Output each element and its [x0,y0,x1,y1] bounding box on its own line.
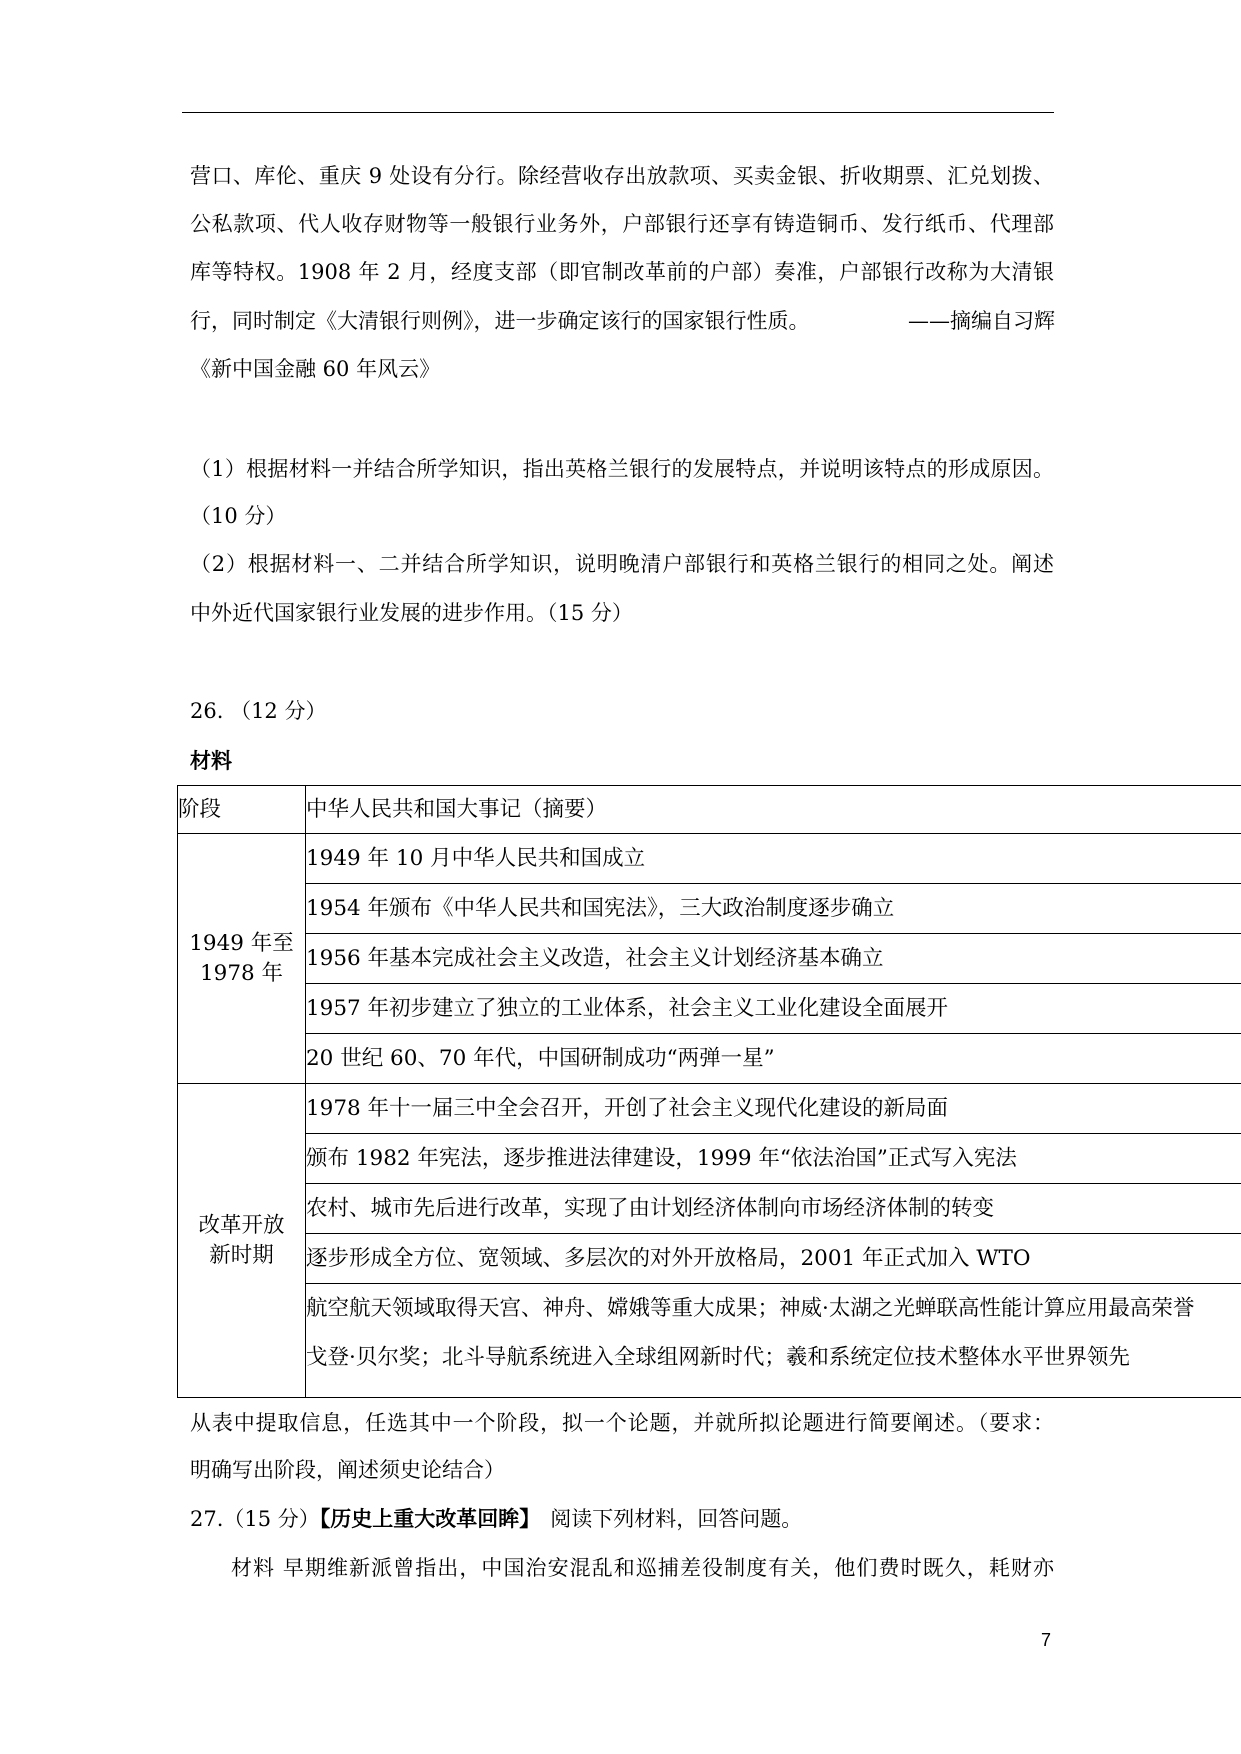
source-attribution: ——摘编自习辉 [908,309,1055,333]
question-26-prompt-line: 从表中提取信息，任选其中一个阶段，拟一个论题，并就所拟论题进行简要阐述。（要求： [190,1411,1054,1435]
table-row [178,884,1241,934]
event-cell [306,1034,1241,1084]
event-text: 1957 年初步建立了独立的工业体系，社会主义工业化建设全面展开 [306,995,949,1021]
subquestion-1-text: （1）根据材料一并结合所学知识，指出英格兰银行的发展特点，并说明该特点的形成原因。 [190,457,1054,481]
event-text: 农村、城市先后进行改革，实现了由计划经济体制向市场经济体制的转变 [306,1195,995,1221]
event-text: 逐步形成全方位、宽领域、多层次的对外开放格局，2001 年正式加入 WTO [306,1245,1031,1271]
event-cell [306,1084,1241,1134]
table-row [178,934,1241,984]
event-cell [306,884,1241,934]
event-text: 1978 年十一届三中全会召开，开创了社会主义现代化建设的新局面 [306,1095,949,1121]
table-row [178,1034,1241,1084]
event-cell [306,834,1241,884]
event-text: 1956 年基本完成社会主义改造，社会主义计划经济基本确立 [306,945,884,971]
passage-line: 行，同时制定《大清银行则例》，进一步确定该行的国家银行性质。 [190,309,810,333]
question-number: 27.（15 分） [190,1507,320,1531]
stage-cell [178,1084,306,1398]
table-row [178,1134,1241,1184]
table-row [178,1184,1241,1234]
table-row [178,1084,1241,1134]
event-text: 航空航天领域取得天宫、神舟、嫦娥等重大成果；神威·太湖之光蝉联高性能计算应用最高荣誉 [306,1296,1195,1321]
event-text: 戈登·贝尔奖；北斗导航系统进入全球组网新时代；羲和系统定位技术整体水平世界领先 [306,1345,1130,1370]
source-title: 《新中国金融 60 年风云》 [190,357,441,381]
passage-line: 库等特权。1908 年 2 月，经度支部（即官制改革前的户部）奏准，户部银行改称为大清银 [190,260,1054,284]
stage-column-header: 阶段 [178,786,306,834]
subquestion-1-score: （10 分） [190,504,287,528]
subquestion-2-text: （2）根据材料一、二并结合所学知识，说明晚清户部银行和英格兰银行的相同之处。阐述 [190,552,1054,576]
passage-line: 公私款项、代人收存财物等一般银行业务外，户部银行还享有铸造铜币、发行纸币、代理部 [190,212,1054,236]
event-cell [306,1234,1241,1284]
table-row [178,984,1241,1034]
event-cell [306,984,1241,1034]
question-topic-tag: 【历史上重大改革回眸】 [319,1506,541,1531]
question-26-heading: 26. （12 分） [190,699,327,723]
event-cell [306,1284,1241,1398]
events-table [177,785,1241,1398]
event-text: 1954 年颁布《中华人民共和国宪法》，三大政治制度逐步确立 [306,895,895,921]
stage-cell [178,834,306,1084]
stage-label-line: 1949 年至 [189,930,294,956]
header-rule [182,112,1054,113]
material-label: 材料 [190,748,232,773]
question-26-prompt-line: 明确写出阶段，阐述须史论结合） [190,1458,505,1482]
table-row [178,1284,1241,1398]
event-cell [306,1134,1241,1184]
question-27-heading [190,1504,802,1534]
stage-label-line: 1978 年 [199,960,284,986]
table-row [178,1234,1241,1284]
table-row [178,834,1241,884]
passage-line: 营口、库伦、重庆 9 处设有分行。除经营收存出放款项、买卖金银、折收期票、汇兑划拨、 [190,164,1054,188]
event-text: 20 世纪 60、70 年代，中国研制成功“两弹一星” [306,1045,775,1071]
stage-label-line: 新时期 [209,1242,274,1268]
stage-label-line: 改革开放 [198,1212,285,1238]
event-cell [306,1184,1241,1234]
material-label: 材料 [231,1556,276,1580]
material-text: 早期维新派曾指出，中国治安混乱和巡捕差役制度有关，他们费时既久，耗财亦 [282,1556,1054,1580]
event-text: 1949 年 10 月中华人民共和国成立 [306,845,646,871]
question-instruction: 阅读下列材料，回答问题。 [550,1507,803,1531]
event-cell [306,934,1241,984]
subquestion-2-text-end: 中外近代国家银行业发展的进步作用。（15 分） [190,601,633,625]
events-column-header: 中华人民共和国大事记（摘要） [306,786,1241,834]
page-number: 7 [1040,1630,1051,1650]
table-header-row [178,786,1241,834]
event-text: 颁布 1982 年宪法，逐步推进法律建设，1999 年“依法治国”正式写入宪法 [306,1145,1017,1171]
question-27-material [231,1553,1054,1583]
